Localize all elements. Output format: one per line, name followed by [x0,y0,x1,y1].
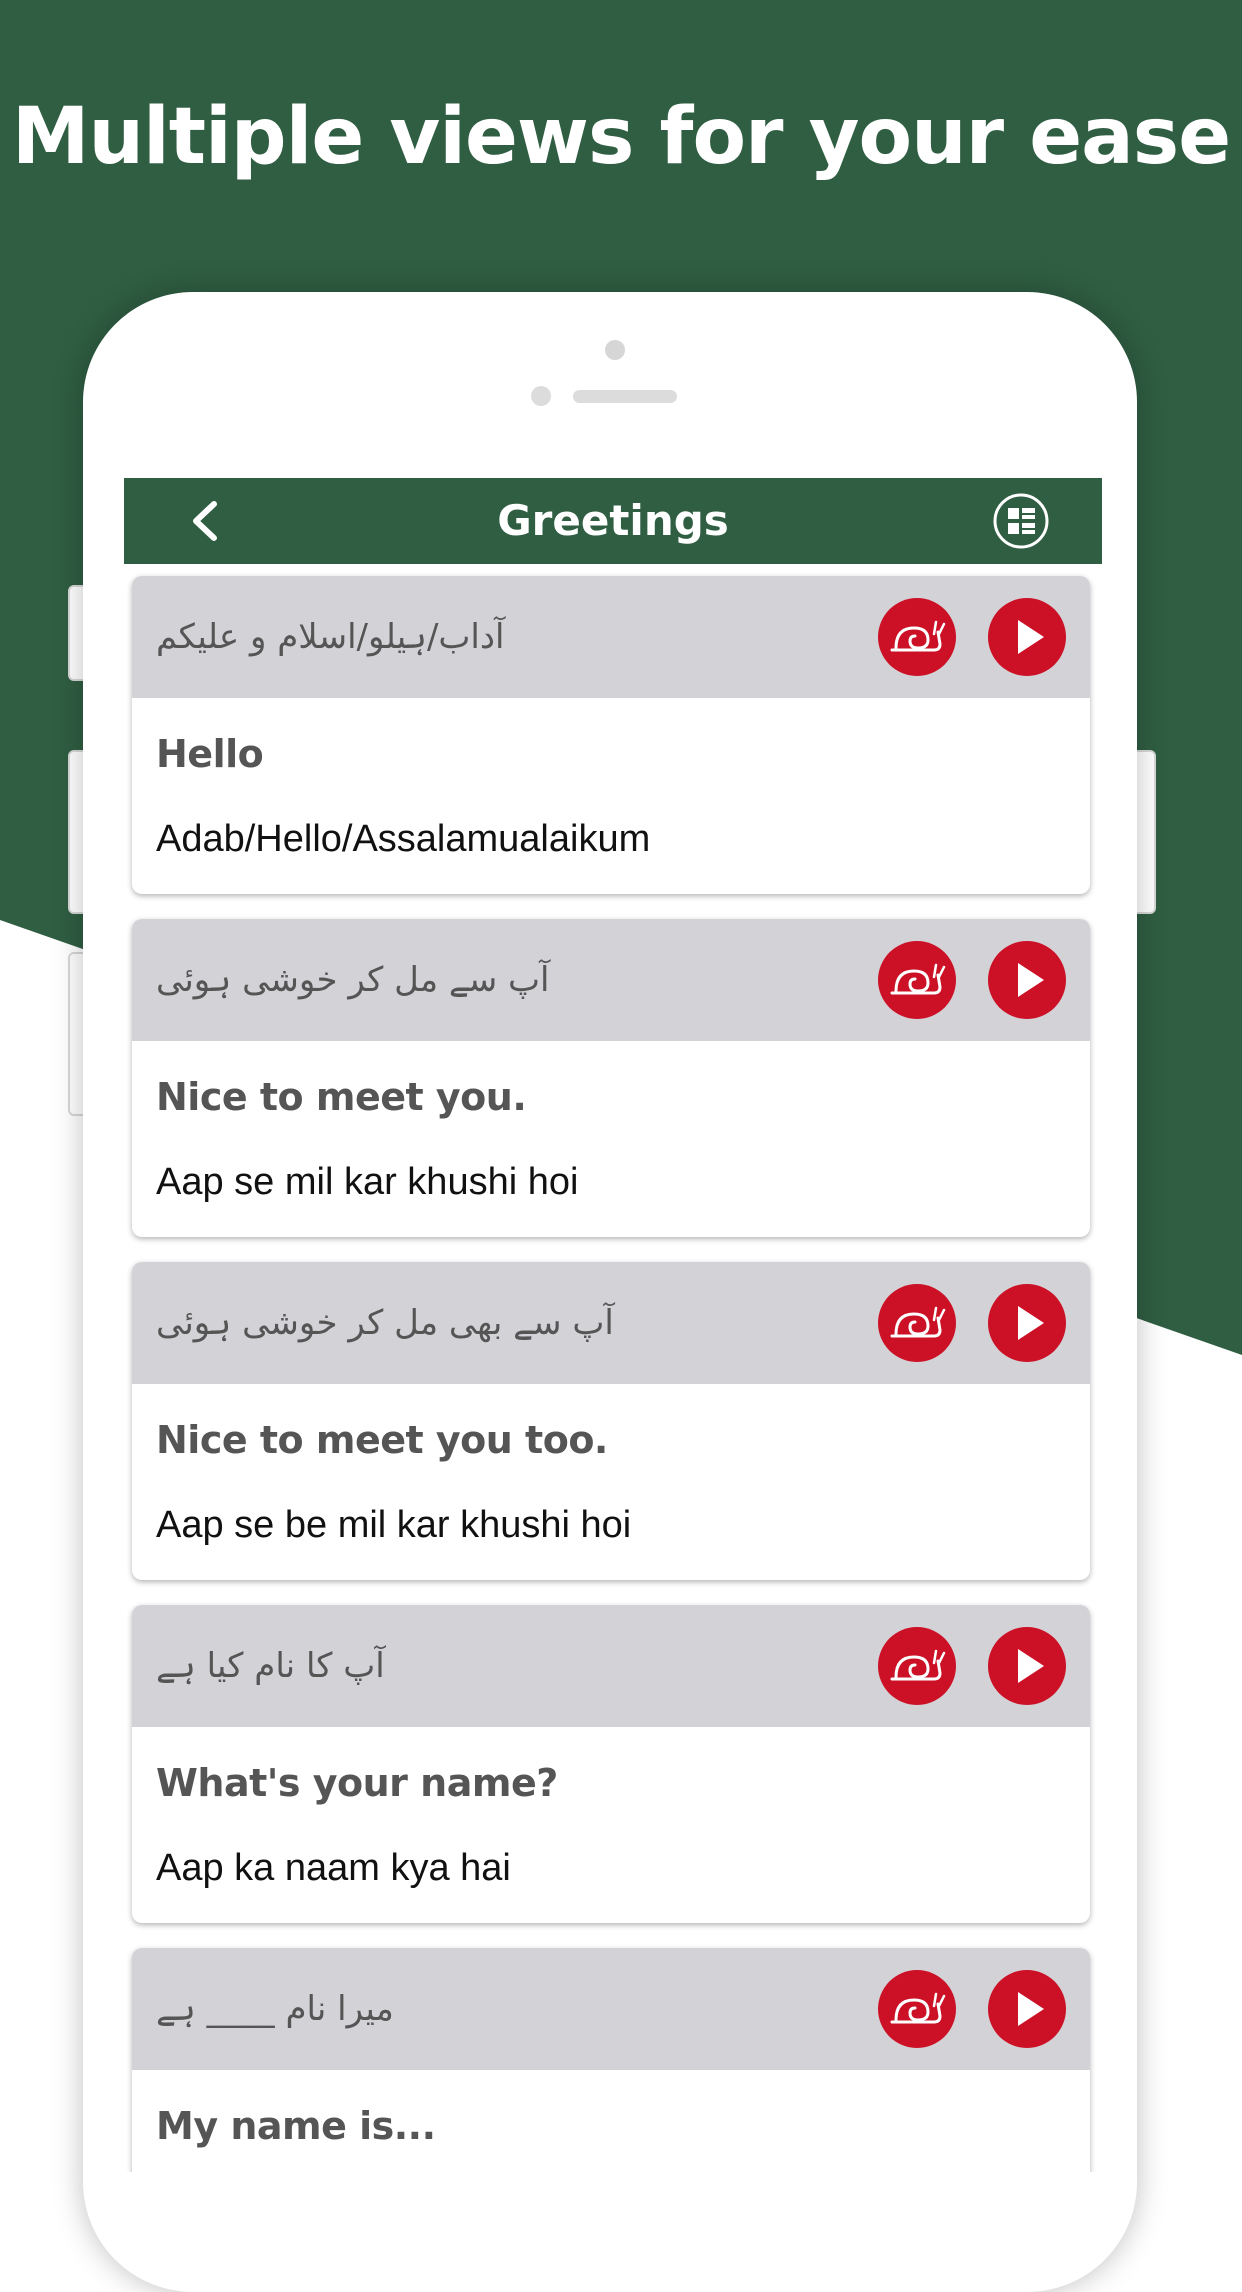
english-text: Hello [156,732,264,776]
play-icon [988,1284,1066,1362]
navbar [124,478,1102,564]
phrase-card [132,1262,1090,1580]
app-screen [124,478,1102,2172]
phrase-card [132,919,1090,1237]
play-icon [988,598,1066,676]
transliteration-text: Adab/Hello/Assalamualaikum [156,818,651,860]
english-text: Nice to meet you too. [156,1418,608,1462]
urdu-text: آپ کا نام کیا ہے [156,1646,385,1686]
phrase-card [132,1605,1090,1923]
transliteration-text: Aap se mil kar khushi hoi [156,1161,579,1203]
urdu-text: آداب/ہیلو/اسلام و علیکم [156,617,505,657]
english-text: What's your name? [156,1761,558,1805]
grid-list-icon [992,492,1050,550]
urdu-text: میرا نام ____ ہے [156,1989,394,2029]
slow-play-button[interactable] [878,1970,956,2048]
card-header [132,1605,1090,1727]
card-body [132,1727,1090,1923]
view-toggle-button[interactable] [992,492,1050,550]
phone-speaker [573,390,677,403]
play-button[interactable] [988,1284,1066,1362]
card-body [132,698,1090,894]
slow-play-button[interactable] [878,941,956,1019]
english-text: My name is... [156,2104,436,2148]
play-button[interactable] [988,941,1066,1019]
card-header [132,1948,1090,2070]
slow-play-button[interactable] [878,1627,956,1705]
play-icon [988,1627,1066,1705]
phone-sensor [531,386,551,406]
snail-icon [878,1627,956,1705]
snail-icon [878,941,956,1019]
urdu-text: آپ سے بھی مل کر خوشی ہوئی [156,1303,614,1343]
headline: Multiple views for your ease [11,92,1231,182]
card-body [132,1041,1090,1237]
urdu-text: آپ سے مل کر خوشی ہوئی [156,960,550,1000]
phrase-card [132,1948,1090,2172]
english-text: Nice to meet you. [156,1075,527,1119]
card-header [132,576,1090,698]
play-button[interactable] [988,1627,1066,1705]
card-header [132,1262,1090,1384]
slow-play-button[interactable] [878,598,956,676]
card-header [132,919,1090,1041]
play-icon [988,941,1066,1019]
snail-icon [878,1284,956,1362]
page-title: Greetings [497,496,729,545]
play-button[interactable] [988,598,1066,676]
play-icon [988,1970,1066,2048]
transliteration-text: Aap se be mil kar khushi hoi [156,1504,632,1546]
transliteration-text: Aap ka naam kya hai [156,1847,511,1889]
card-body [132,1384,1090,1580]
phone-camera [605,340,625,360]
snail-icon [878,598,956,676]
card-body [132,2070,1090,2172]
snail-icon [878,1970,956,2048]
slow-play-button[interactable] [878,1284,956,1362]
phrase-card [132,576,1090,894]
play-button[interactable] [988,1970,1066,2048]
